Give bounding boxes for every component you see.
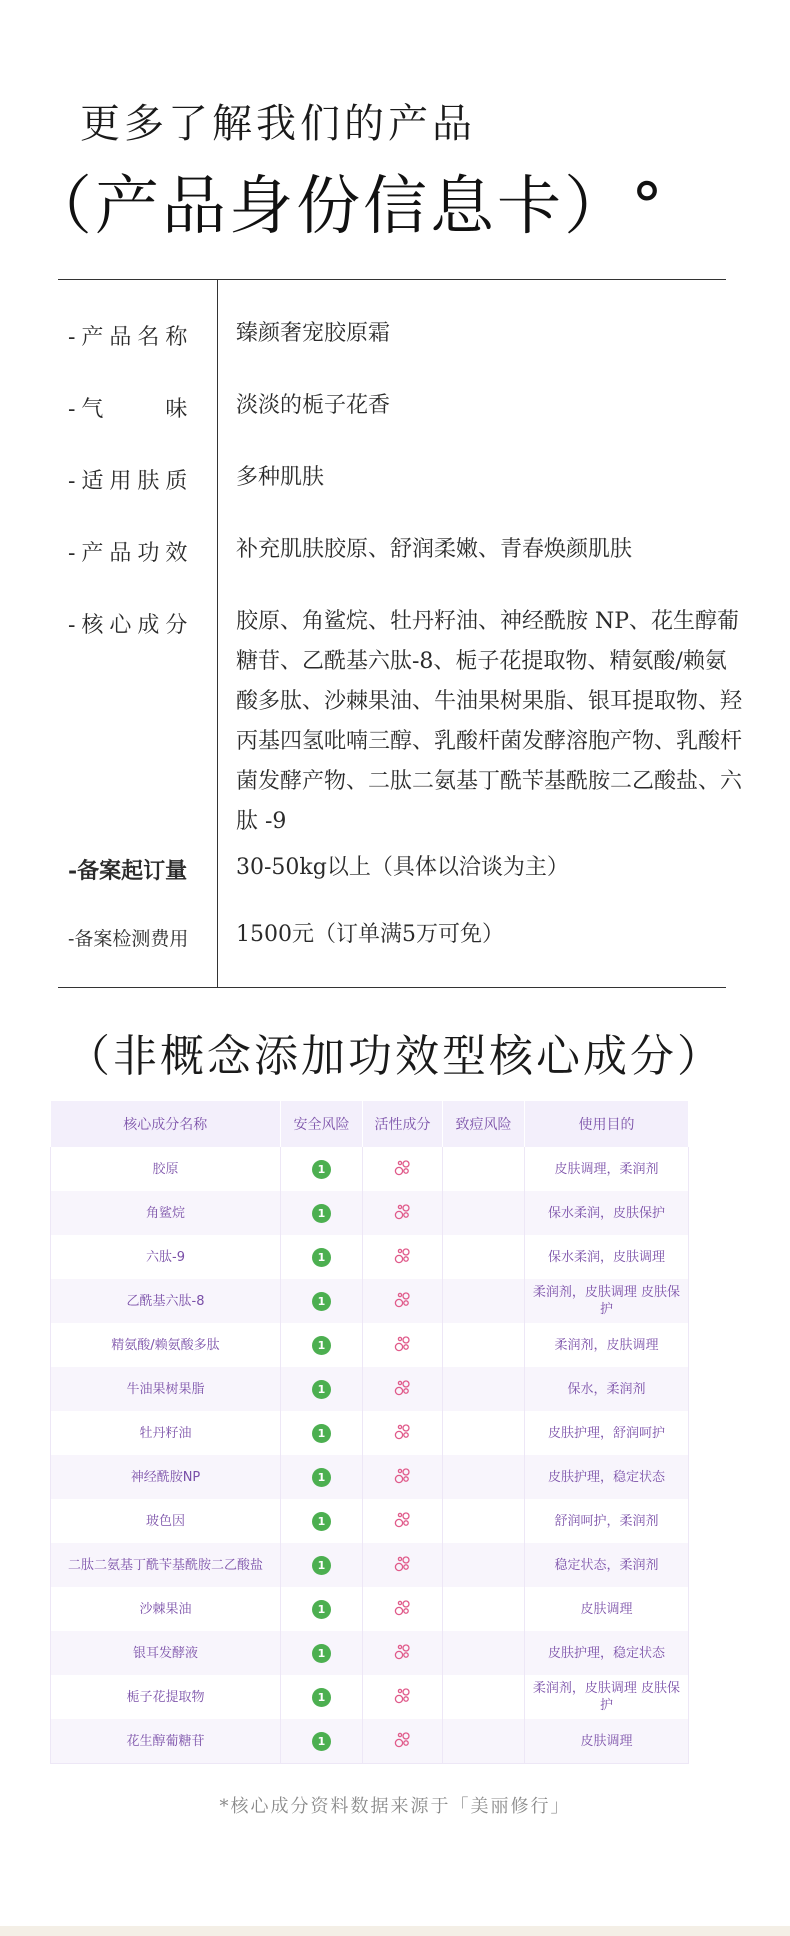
active-cell xyxy=(363,1279,443,1323)
info-value-scent: 淡淡的栀子花香 xyxy=(236,393,391,418)
usage-purpose: 皮肤调理，柔润剂 xyxy=(525,1147,689,1191)
ingredients-section-title: （非概念添加功效型核心成分） xyxy=(66,1031,724,1082)
info-label-scent: -气 味 xyxy=(68,397,194,422)
acne-risk-cell xyxy=(443,1235,525,1279)
table-row xyxy=(51,1543,689,1587)
active-cell xyxy=(363,1191,443,1235)
header-purpose: 使用目的 xyxy=(525,1101,689,1147)
active-ingredient-icon xyxy=(393,1157,413,1177)
acne-risk-cell xyxy=(443,1499,525,1543)
usage-purpose: 保水柔润，皮肤保护 xyxy=(525,1191,689,1235)
safety-level-badge: 1 xyxy=(312,1512,331,1531)
acne-risk-cell xyxy=(443,1323,525,1367)
info-bottom-divider xyxy=(58,987,726,988)
table-row xyxy=(51,1367,689,1411)
safety-level-badge: 1 xyxy=(312,1732,331,1751)
active-cell xyxy=(363,1675,443,1719)
info-label-test-fee: -备案检测费用 xyxy=(68,928,189,950)
active-cell xyxy=(363,1455,443,1499)
acne-risk-cell xyxy=(443,1587,525,1631)
safety-level-badge: 1 xyxy=(312,1424,331,1443)
safety-cell xyxy=(281,1323,363,1367)
source-footnote: *核心成分资料数据来源于「美丽修行」 xyxy=(219,1796,571,1817)
ingredient-name: 栀子花提取物 xyxy=(51,1675,281,1719)
ingredient-table xyxy=(50,1101,689,1764)
ingredient-name: 神经酰胺NP xyxy=(51,1455,281,1499)
active-cell xyxy=(363,1411,443,1455)
usage-purpose: 柔润剂，皮肤调理 皮肤保护 xyxy=(525,1279,689,1323)
safety-cell xyxy=(281,1147,363,1191)
ingredient-name: 牡丹籽油 xyxy=(51,1411,281,1455)
usage-purpose: 皮肤护理，稳定状态 xyxy=(525,1631,689,1675)
active-ingredient-icon xyxy=(393,1377,413,1397)
table-row xyxy=(51,1411,689,1455)
heading-line-2: （产品身份信息卡）° xyxy=(28,170,666,244)
usage-purpose: 保水，柔润剂 xyxy=(525,1367,689,1411)
safety-cell xyxy=(281,1719,363,1764)
info-value-test-fee: 1500元（订单满5万可免） xyxy=(236,922,504,947)
safety-level-badge: 1 xyxy=(312,1160,331,1179)
active-cell xyxy=(363,1587,443,1631)
table-row xyxy=(51,1279,689,1323)
ingredient-name: 牛油果树果脂 xyxy=(51,1367,281,1411)
acne-risk-cell xyxy=(443,1411,525,1455)
safety-level-badge: 1 xyxy=(312,1204,331,1223)
safety-level-badge: 1 xyxy=(312,1336,331,1355)
ingredient-name: 六肽-9 xyxy=(51,1235,281,1279)
header-name: 核心成分名称 xyxy=(51,1101,281,1147)
info-label-skin-type: -适用肤质 xyxy=(68,469,194,494)
safety-level-badge: 1 xyxy=(312,1600,331,1619)
active-ingredient-icon xyxy=(393,1201,413,1221)
safety-level-badge: 1 xyxy=(312,1292,331,1311)
header-acne: 致痘风险 xyxy=(443,1101,525,1147)
safety-cell xyxy=(281,1631,363,1675)
active-ingredient-icon xyxy=(393,1289,413,1309)
ingredient-name: 胶原 xyxy=(51,1147,281,1191)
active-ingredient-icon xyxy=(393,1421,413,1441)
safety-cell xyxy=(281,1675,363,1719)
acne-risk-cell xyxy=(443,1147,525,1191)
table-row xyxy=(51,1631,689,1675)
safety-cell xyxy=(281,1499,363,1543)
ingredient-name: 银耳发酵液 xyxy=(51,1631,281,1675)
ingredient-table-body xyxy=(51,1147,689,1764)
ingredient-name: 花生醇葡糖苷 xyxy=(51,1719,281,1764)
safety-cell xyxy=(281,1587,363,1631)
safety-level-badge: 1 xyxy=(312,1380,331,1399)
info-value-efficacy: 补充肌肤胶原、舒润柔嫩、青春焕颜肌肤 xyxy=(236,537,633,562)
acne-risk-cell xyxy=(443,1367,525,1411)
heading-line-1: 更多了解我们的产品 xyxy=(80,101,476,147)
info-label-name: -产品名称 xyxy=(68,325,194,350)
safety-cell xyxy=(281,1411,363,1455)
usage-purpose: 皮肤护理，舒润呵护 xyxy=(525,1411,689,1455)
active-cell xyxy=(363,1147,443,1191)
info-column-divider xyxy=(217,279,218,987)
header-safety: 安全风险 xyxy=(281,1101,363,1147)
safety-level-badge: 1 xyxy=(312,1248,331,1267)
info-label-moq: -备案起订量 xyxy=(68,858,188,884)
table-row xyxy=(51,1675,689,1719)
info-value-ingredients: 胶原、角鲨烷、牡丹籽油、神经酰胺 NP、花生醇葡糖苷、乙酰基六肽-8、栀子花提取物、精氨酸/赖氨酸多肽、沙棘果油、牛油果树果脂、银耳提取物、羟丙基四氢吡喃三醇、乳酸杆菌发酵溶胞产物、乳酸杆菌发酵产物、二肽二氨基丁酰苄基酰胺二乙酸盐、六肽 -9 xyxy=(236,609,743,834)
usage-purpose: 皮肤调理 xyxy=(525,1587,689,1631)
table-row xyxy=(51,1719,689,1764)
usage-purpose: 保水柔润，皮肤调理 xyxy=(525,1235,689,1279)
safety-cell xyxy=(281,1235,363,1279)
ingredient-name: 角鲨烷 xyxy=(51,1191,281,1235)
active-cell xyxy=(363,1631,443,1675)
active-cell xyxy=(363,1543,443,1587)
acne-risk-cell xyxy=(443,1631,525,1675)
active-cell xyxy=(363,1323,443,1367)
ingredient-name: 沙棘果油 xyxy=(51,1587,281,1631)
table-header-row xyxy=(51,1101,689,1147)
safety-cell xyxy=(281,1543,363,1587)
info-label-efficacy: -产品功效 xyxy=(68,541,194,566)
usage-purpose: 柔润剂，皮肤调理 xyxy=(525,1323,689,1367)
active-ingredient-icon xyxy=(393,1245,413,1265)
active-cell xyxy=(363,1367,443,1411)
ingredient-name: 乙酰基六肽-8 xyxy=(51,1279,281,1323)
active-ingredient-icon xyxy=(393,1333,413,1353)
active-cell xyxy=(363,1719,443,1764)
info-label-ingredients: -核心成分 xyxy=(68,613,194,638)
info-value-moq: 30-50kg以上（具体以洽谈为主） xyxy=(236,855,569,880)
safety-level-badge: 1 xyxy=(312,1556,331,1575)
safety-level-badge: 1 xyxy=(312,1688,331,1707)
acne-risk-cell xyxy=(443,1191,525,1235)
acne-risk-cell xyxy=(443,1279,525,1323)
safety-level-badge: 1 xyxy=(312,1644,331,1663)
active-ingredient-icon xyxy=(393,1641,413,1661)
active-cell xyxy=(363,1235,443,1279)
ingredient-name: 二肽二氨基丁酰苄基酰胺二乙酸盐 xyxy=(51,1543,281,1587)
ingredient-name: 玻色因 xyxy=(51,1499,281,1543)
usage-purpose: 皮肤护理，稳定状态 xyxy=(525,1455,689,1499)
acne-risk-cell xyxy=(443,1675,525,1719)
info-value-name: 臻颜奢宠胶原霜 xyxy=(236,321,391,346)
safety-cell xyxy=(281,1279,363,1323)
safety-cell xyxy=(281,1191,363,1235)
ingredient-name: 精氨酸/赖氨酸多肽 xyxy=(51,1323,281,1367)
usage-purpose: 柔润剂，皮肤调理 皮肤保护 xyxy=(525,1675,689,1719)
active-ingredient-icon xyxy=(393,1509,413,1529)
active-ingredient-icon xyxy=(393,1729,413,1749)
acne-risk-cell xyxy=(443,1719,525,1764)
table-row xyxy=(51,1235,689,1279)
active-ingredient-icon xyxy=(393,1597,413,1617)
usage-purpose: 皮肤调理 xyxy=(525,1719,689,1764)
active-cell xyxy=(363,1499,443,1543)
active-ingredient-icon xyxy=(393,1465,413,1485)
bottom-band xyxy=(0,1926,790,1936)
acne-risk-cell xyxy=(443,1543,525,1587)
table-row xyxy=(51,1499,689,1543)
safety-cell xyxy=(281,1367,363,1411)
info-top-divider xyxy=(58,279,726,280)
info-value-skin-type: 多种肌肤 xyxy=(236,465,325,490)
table-row xyxy=(51,1455,689,1499)
safety-level-badge: 1 xyxy=(312,1468,331,1487)
usage-purpose: 稳定状态，柔润剂 xyxy=(525,1543,689,1587)
acne-risk-cell xyxy=(443,1455,525,1499)
table-row xyxy=(51,1587,689,1631)
active-ingredient-icon xyxy=(393,1685,413,1705)
safety-cell xyxy=(281,1455,363,1499)
table-row xyxy=(51,1147,689,1191)
active-ingredient-icon xyxy=(393,1553,413,1573)
table-row xyxy=(51,1323,689,1367)
usage-purpose: 舒润呵护，柔润剂 xyxy=(525,1499,689,1543)
header-active: 活性成分 xyxy=(363,1101,443,1147)
table-row xyxy=(51,1191,689,1235)
